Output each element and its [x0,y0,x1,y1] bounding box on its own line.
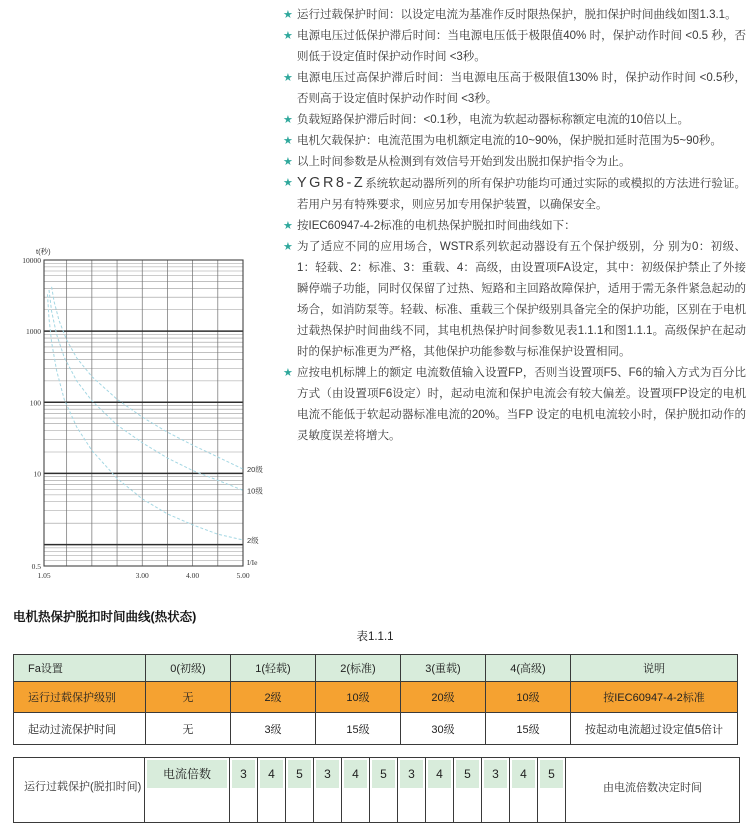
star-icon: ★ [283,241,293,253]
model-name: YGR8-Z [297,175,366,191]
svg-text:1000: 1000 [26,327,41,337]
svg-text:20级: 20级 [247,465,263,475]
svg-text:1.05: 1.05 [37,571,51,580]
svg-text:4.00: 4.00 [186,571,200,580]
value-cell: 2级 [231,682,316,713]
svg-text:0.5: 0.5 [31,562,41,571]
note-cell: 按起动电流超过设定值5倍计 [571,713,738,745]
bullet-text: 运行过载保护时间：以设定电流为基准作反时限热保护，脱扣保护时间曲线如图1.3.1。 [297,9,737,21]
bullet-item [284,110,746,131]
bullet-item [284,5,746,26]
svg-text:10000: 10000 [22,256,41,265]
thermal-trip-curve-chart [0,240,275,590]
trip-curve-10级 [49,290,243,490]
svg-text:5.00: 5.00 [236,571,250,580]
value-cell: 15级 [316,713,401,745]
header-cell: 4(高级) [486,655,571,682]
bullet-item [284,363,746,447]
star-icon: ★ [283,156,293,168]
table-row [14,713,738,745]
svg-text:3.00: 3.00 [135,571,149,580]
svg-text:t(秒): t(秒) [36,247,51,256]
bullet-item [284,152,746,173]
header-cell: 说明 [571,655,738,682]
star-icon: ★ [283,114,293,126]
bullet-text: 以上时间参数是从检测到有效信号开始到发出脱扣保护指令为止。 [297,156,631,168]
trip-curve-20级 [52,287,243,469]
header-cell: Fa设置 [14,655,146,682]
bullet-item [284,26,746,68]
bullet-text: 为了适应不同的应用场合，WSTR系列软起动器设有五个保护级别，分 别为0：初级、1：轻载、2：标准、3：重载、4：高级，由设置项FA设定，其中：初级保护禁止了外接瞬停端子功能，同时仅保留了过热、短路和主回路故障保护，适用于需无条件紧急起动的场合，如消防泵等。轻载、标准、重载三个保护级别具备完全的保护功能，区别在于电机过载热保护时间曲线不同，其电机热保护时间参数见表1.1.1和图1.1.1。高级保护在起动时的保护标准更为严格，其他保护功能参数与标准保护设置相同。 [297,241,746,358]
value-cell: 15级 [486,713,571,745]
multiplier-value-cell: 3 [229,758,257,822]
figure-caption: 电机热保护脱扣时间曲线(热状态) [13,610,197,624]
bullet-text: 负载短路保护滞后时间：<0.1秒，电流为软起动器标称额定电流的10倍以上。 [297,114,689,126]
svg-text:10级: 10级 [247,486,263,496]
multiplier-value-cell: 4 [341,758,369,822]
header-cell: 2(标准) [316,655,401,682]
bullet-item [284,216,746,237]
multiplier-value-cell: 3 [397,758,425,822]
bullet-text: 电源电压过低保护滞后时间：当电源电压低于极限值40% 时，保护动作时间 <0.5 秒，否则低于设定值时保护动作时间 <3秒。 [297,30,746,63]
bullet-text: 应按电机标牌上的额定 电流数值输入设置FP，否则当设置项F5、F6的输入方式为百分比方式（由设置项F6设定）时，起动电流和保护电流会有较大偏差。设置项FP设定的电机电流不能低于软起动器标准电流的20%。当FP 设定的电机电流较小时，保护脱扣动作的灵敏度误差将增大。 [297,367,746,442]
multiplier-value-cell: 5 [285,758,313,822]
bullet-item [284,131,746,152]
multiplier-value-cell: 5 [453,758,481,822]
value-cell: 20级 [401,682,486,713]
multiplier-value-cell: 4 [509,758,537,822]
multiplier-value-cell: 4 [425,758,453,822]
value-cell: 无 [146,682,231,713]
note-cell: 按IEC60947-4-2标准 [571,682,738,713]
bullet-text: 系统软起动器所列的所有保护功能均可通过实际的或模拟的方法进行验证。若用户另有特殊要求，则应另加专用保护装置，以确保安全。 [297,178,746,211]
value-cell: 10级 [316,682,401,713]
protection-level-table [13,654,738,745]
star-icon: ★ [283,135,293,147]
note-cell: 由电流倍数决定时间 [565,758,739,822]
star-icon: ★ [283,30,293,42]
star-icon: ★ [283,72,293,84]
header-cell: 0(初级) [146,655,231,682]
multiplier-value-cell: 5 [369,758,397,822]
svg-text:10: 10 [33,469,41,479]
svg-text:I/Ie: I/Ie [247,558,258,567]
protection-notes-list [284,5,746,447]
row-label-cell: 运行过载保护(脱扣时间) [24,781,142,793]
bullet-text: 电源电压过高保护滞后时间：当电源电压高于极限值130% 时，保护动作时间 <0.5秒，否则高于设定值时保护动作时间 <3秒。 [297,72,746,105]
multiplier-value-cell: 3 [481,758,509,822]
svg-text:2级: 2级 [247,535,259,545]
value-cell: 无 [146,713,231,745]
table-header-row [14,655,738,682]
multiplier-value-cell: 5 [537,758,565,822]
current-multiplier-table [13,757,740,823]
header-cell: 1(轻载) [231,655,316,682]
bullet-text: 电机欠载保护：电流范围为电机额定电流的10~90%，保护脱扣延时范围为5~90秒。 [297,135,722,147]
multiplier-label-cell: 电流倍数 [144,758,229,822]
header-cell: 3(重载) [401,655,486,682]
bullet-item [284,68,746,110]
multiplier-value-cell: 3 [313,758,341,822]
value-cell: 3级 [231,713,316,745]
row-label-cell: 运行过载保护级别 [14,682,146,713]
value-cell: 30级 [401,713,486,745]
row-label-cell: 起动过流保护时间 [14,713,146,745]
svg-text:100: 100 [29,398,41,408]
star-icon: ★ [283,220,293,232]
star-icon: ★ [283,9,293,21]
bullet-item [284,237,746,363]
star-icon: ★ [283,177,293,189]
bullet-text: 按IEC60947-4-2标准的电机热保护脱扣时间曲线如下： [297,220,576,232]
value-cell: 10级 [486,682,571,713]
multiplier-value-cell: 4 [257,758,285,822]
star-icon: ★ [283,367,293,379]
table-row [14,682,738,713]
bullet-item [284,173,746,216]
table-caption: 表1.1.1 [356,631,394,643]
